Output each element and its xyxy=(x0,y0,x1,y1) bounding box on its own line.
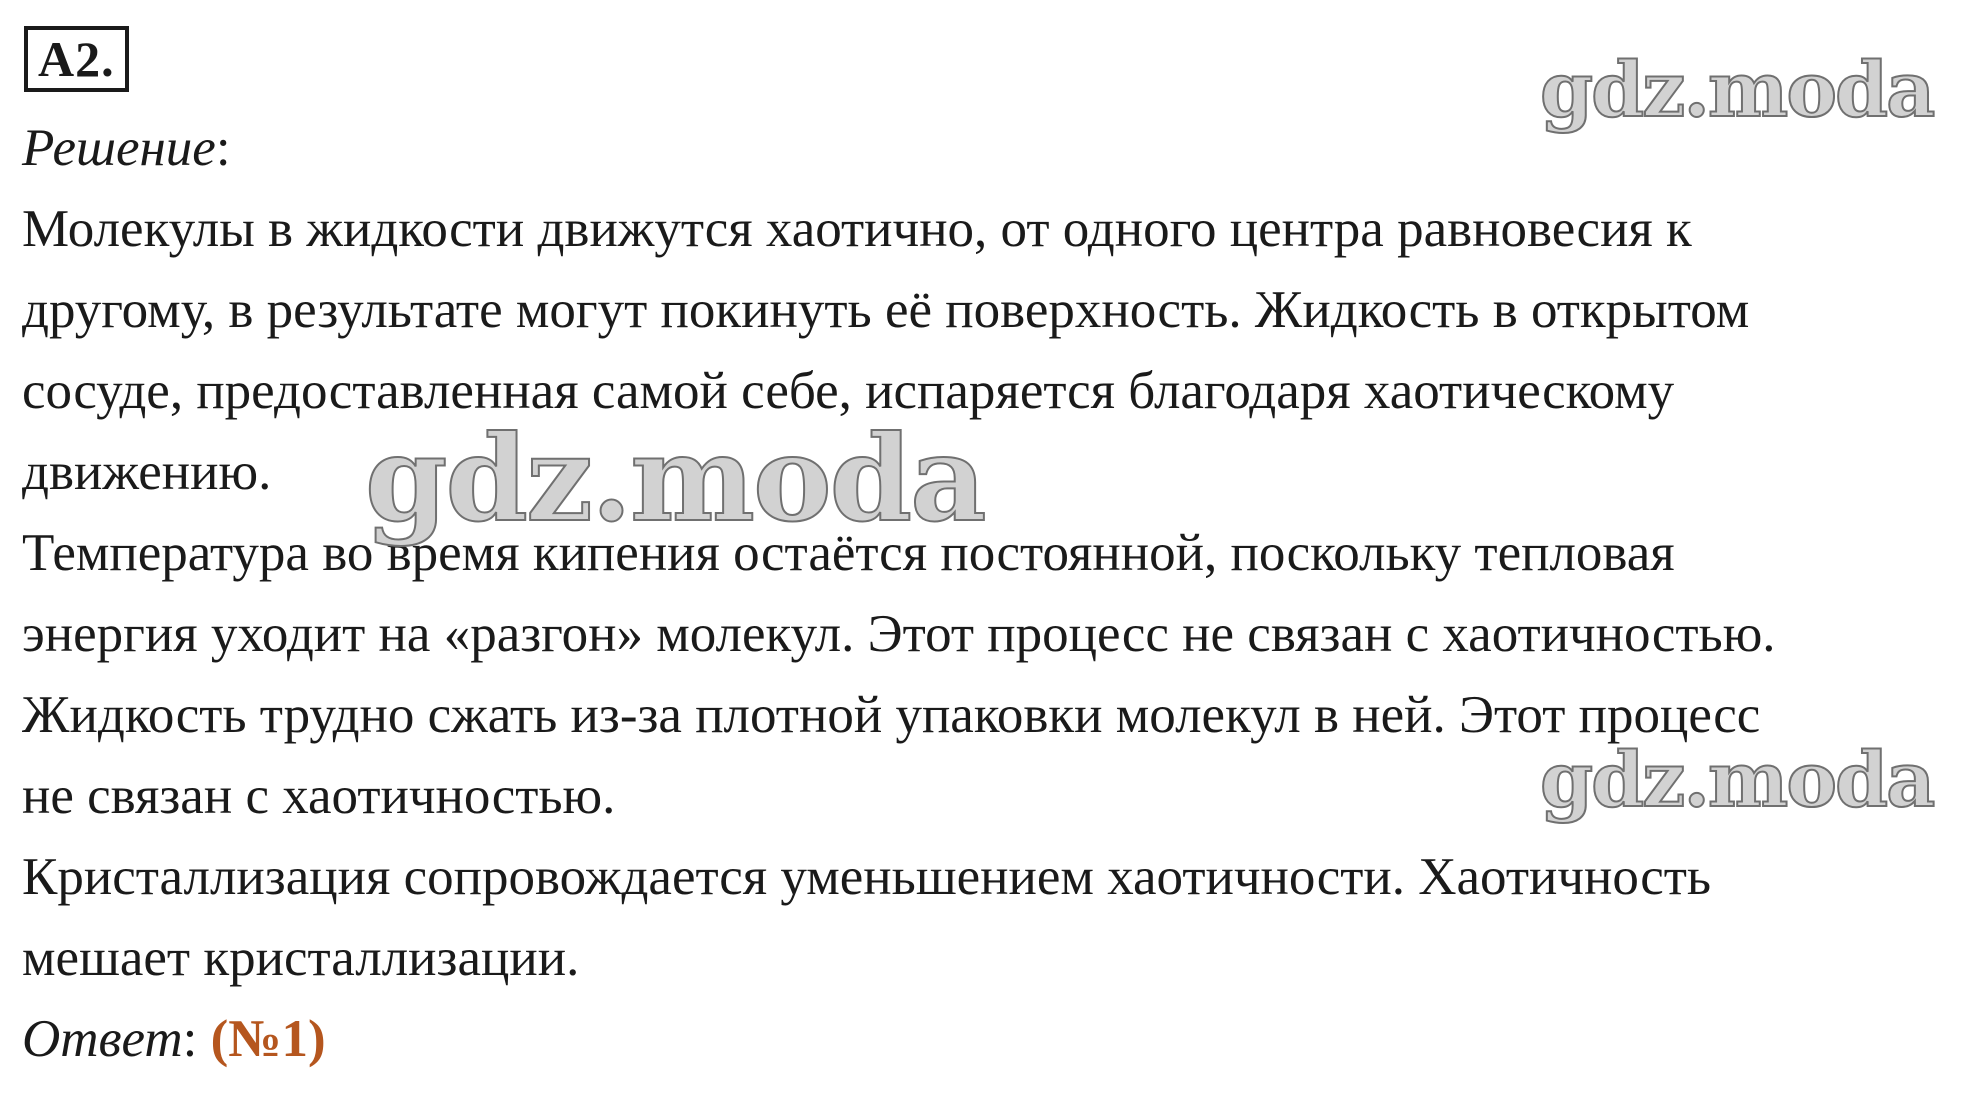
watermark-lower-right: gdz.moda xyxy=(1540,735,1934,824)
solution-line-10: мешает кристаллизации. xyxy=(22,929,580,987)
solution-heading-colon: : xyxy=(215,119,231,177)
solution-line-2: другому, в результате могут покинуть её поверхность. Жидкость в открытом xyxy=(22,281,1750,339)
solution-line-8: не связан с хаотичностью. xyxy=(22,767,616,825)
solution-heading: Решение xyxy=(22,119,216,177)
watermark-center: gdz.moda xyxy=(365,409,985,548)
solution-line-4: движению. xyxy=(22,443,272,501)
solution-line-3: сосуде, предоставленная самой себе, испаряется благодаря хаотическому xyxy=(22,362,1675,420)
watermark-top-right: gdz.moda xyxy=(1540,45,1934,134)
answer-line xyxy=(22,999,1972,1080)
solution-line-9: Кристаллизация сопровождается уменьшением хаотичности. Хаотичность xyxy=(22,848,1712,906)
answer-label: Ответ xyxy=(22,1010,183,1068)
task-number-label: А2. xyxy=(24,26,129,92)
solution-line-1: Молекулы в жидкости движутся хаотично, от одного центра равновесия к xyxy=(22,200,1692,258)
solution-content xyxy=(22,108,1972,1080)
solution-line-6: энергия уходит на «разгон» молекул. Этот процесс не связан с хаотичностью. xyxy=(22,605,1776,663)
solution-line-7: Жидкость трудно сжать из-за плотной упаковки молекул в ней. Этот процесс xyxy=(22,686,1761,744)
solution-line-5: Температура во время кипения остаётся постоянной, поскольку тепловая xyxy=(22,524,1675,582)
answer-colon: : xyxy=(182,1010,211,1068)
answer-value: (№1) xyxy=(210,1010,326,1068)
